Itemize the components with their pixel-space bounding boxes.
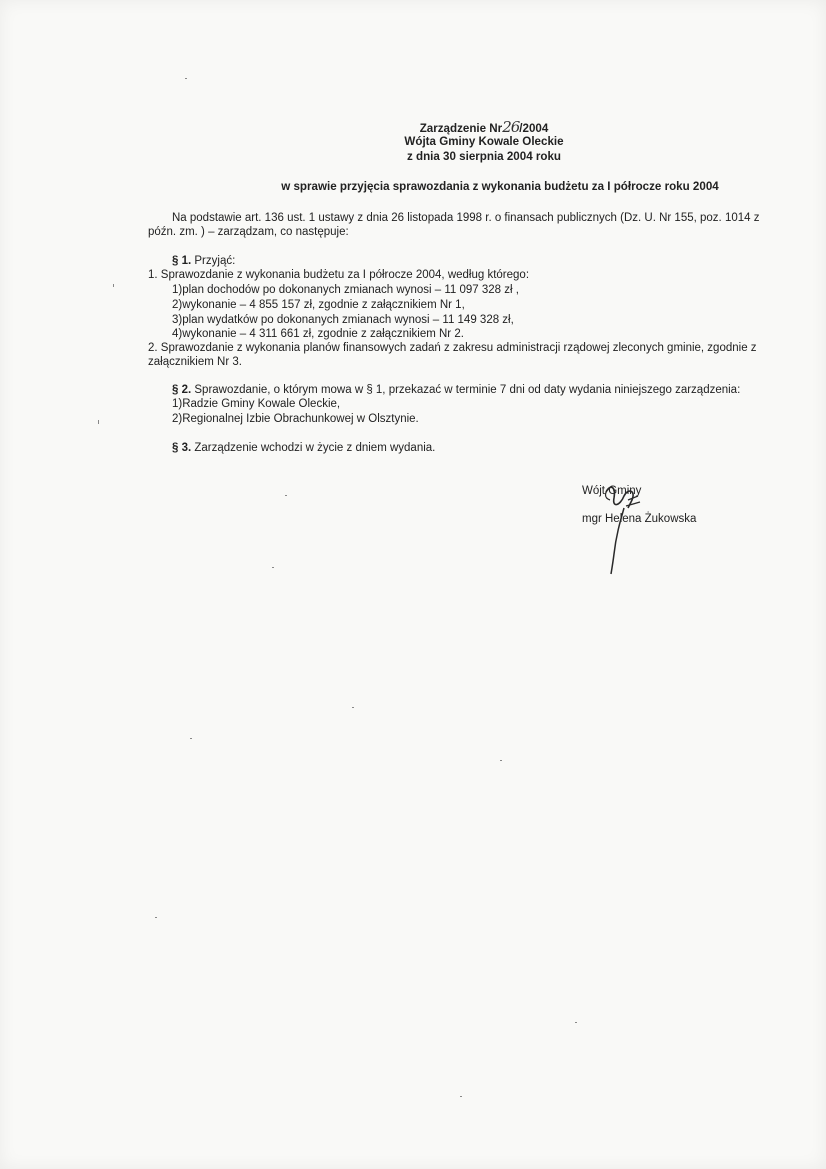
ordinance-subject: w sprawie przyjęcia sprawozdania z wykonania budżetu za I półrocze roku 2004 [281,180,719,193]
section-1-sub-4: 4)wykonanie – 4 311 661 zł, zgodnie z załącznikiem Nr 2. [172,328,464,340]
section-1-mark: § 1. [172,255,192,267]
section-1-heading: § 1. Przyjąć: [172,255,236,267]
ordinance-issuer: Wójta Gminy Kowale Oleckie [404,135,564,148]
section-3-mark: § 3. [172,442,192,454]
section-1-sub-1: 1)plan dochodów po dokonanych zmianach wynosi – 11 097 328 zł , [172,284,519,296]
section-2-mark: § 2. [172,384,192,396]
ordinance-date: z dnia 30 sierpnia 2004 roku [406,150,561,163]
section-2-sub-2: 2)Regionalnej Izbie Obrachunkowej w Olsztynie. [172,413,419,425]
handwritten-number: 26 [502,118,520,136]
section-1-item-2-line-1: 2. Sprawozdanie z wykonania planów finansowych zadań z zakresu administracji rządowej zleconych gminie, zgodnie z [148,342,757,354]
section-1-sub-2: 2)wykonanie – 4 855 157 zł, zgodnie z załącznikiem Nr 1, [172,299,465,311]
signature-title: Wójt Gminy [582,485,642,497]
section-3-text: § 3. Zarządzenie wchodzi w życie z dniem wydania. [172,442,436,454]
ordinance-number: Zarządzenie Nr26/2004 [419,118,549,136]
preamble-line-2: późn. zm. ) – zarządzam, co następuje: [148,226,349,238]
handwritten-signature-icon [598,478,658,578]
signature-name: mgr Helena Żukowska [582,513,697,525]
section-2-sub-1: 1)Radzie Gminy Kowale Oleckie, [172,398,341,410]
section-2-text: § 2. Sprawozdanie, o którym mowa w § 1, przekazać w terminie 7 dni od daty wydania niniejszego zarządzenia: [172,384,741,396]
section-1-item-2-line-2: załącznikiem Nr 3. [148,356,242,368]
section-1-sub-3: 3)plan wydatków po dokonanych zmianach wynosi – 11 149 328 zł, [172,314,514,326]
section-1-item-1: 1. Sprawozdanie z wykonania budżetu za I półrocze 2004, według którego: [148,269,530,281]
preamble-line-1: Na podstawie art. 136 ust. 1 ustawy z dnia 26 listopada 1998 r. o finansach publicznych (Dz. U. Nr 155, poz. 1014 z [172,212,760,224]
